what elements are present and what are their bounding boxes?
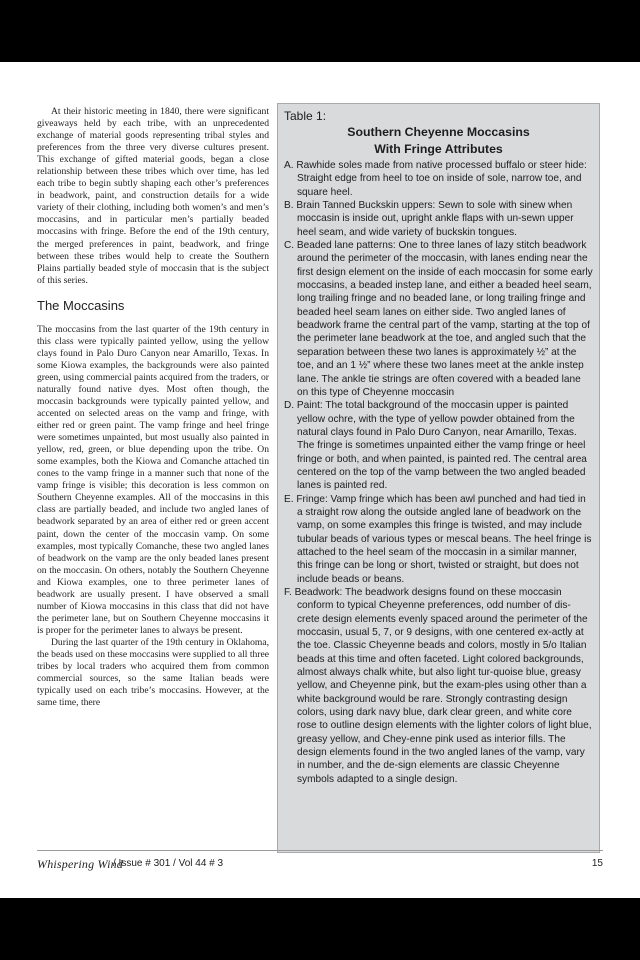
attribute-item-a: A. Rawhide soles made from native processed buffalo or steer hide: Straight edge from heel to toe on inside of sole, narrow toe, and square heel. bbox=[284, 160, 587, 198]
table-label: Table 1: bbox=[284, 109, 327, 123]
issue-info: / Issue # 301 / Vol 44 # 3 bbox=[113, 858, 224, 869]
attribute-item-c: C. Beaded lane patterns: One to three lanes of lazy stitch beadwork around the perimeter of the moccasin, with lanes ending near the first design element on the inside of each moccasin for some early moccasins, a beaded instep lane, and either a beaded heel seam, long trailing fringe and no beaded lane, or long trailing fringe and beaded heel seam lanes on either side. Two angled lanes of beadwork frame the central part of the vamp, starting at the top of the perimeter lane beadwork at the toe, and angled such that the separation between these two lanes is approximately ½” at the toe, and an 1 ½” where these two lanes meet at the ankle instep lane. The ankle tie strings are often covered with a beaded lane on this type of Cheyenne moccasin bbox=[284, 240, 593, 398]
attribute-item-e: E. Fringe: Vamp fringe which has been awl punched and had tied in a straight row along the outside angled lane of beadwork on the vamp, on some examples this fringe is twisted, and may include tubular beads of various types or mescal beans. The heel fringe is attached to the heel seam of the moccasin in a similar manner, this fringe can be long or short, twisted or straight, but does not include beads or beans. bbox=[284, 493, 592, 585]
article-paragraph-3: During the last quarter of the 19th century in Oklahoma, the beads used on these moccasins were supplied to all three tribes by local traders who acquired them from common commercial sources, so the same Italian beads were typically used on each tribe’s moccasins. However, at the same time, there bbox=[37, 636, 269, 709]
article-column bbox=[37, 106, 269, 709]
section-heading: The Moccasins bbox=[37, 297, 125, 313]
attribute-item-f: F. Beadwork: The beadwork designs found on these moccasin conform to typical Cheyenne preferences, odd number of dis-crete design elements evenly spaced around the perimeter of the moccasin, usual 5, 7, or 9 designs, with one centered ex-actly at the toe. Classic Cheyenne beads and colors, mostly in 5/o Italian beads at this time and often faceted. Light colored backgrounds, almost always chalk white, but also light tur-quoise blue, greasy yellow, and Cheyenne pink, but the exam-ples using other than a white background would be rare. Strongly contrasting design colors, using dark navy blue, dark clear green, and white core rose to outline design elements with the lighter colors of light blue, greasy yellow, and Chey-enne pink used as interior fills. The design elements found in the two angled lanes of the vamp, vary in number, and the de-sign elements are classic Cheyenne symbols adapted to a single design. bbox=[284, 587, 592, 785]
article-paragraph-2: The moccasins from the last quarter of the 19th century in this class were typically painted yellow, using the yellow clays found in Palo Duro Canyon near Amarillo, Texas. In some Kiowa examples, the backgrounds were also painted green, using commercial paints acquired from the traders, or naturally found native dyes. Most often though, the moccasin backgrounds were typically painted yellow, and accented on selected areas on the vamp and fringe, with either red or green paint. The vamp fringe and heel fringe were sometimes unpainted, but most usually also painted in yellow, red, green, or blue depending upon the tribe. On some examples, both the Kiowa and Comanche attached tin cones to the vamp fringe in a manner such that none of the vamp fringe is visible; this decoration is less common on Southern Cheyenne examples. All of the moccasins in this class are partially beaded, and include two angled lanes of beadwork separated by an area of either red or green accent paint, down the center of the moccasin vamp. On some examples, most typically Comanche, these two angled lanes of beadwork on the vamp are the only beaded lanes present on the moccasin. On others, notably the Southern Cheyenne and Kiowa examples, one to three perimeter lanes of beadwork are usually present. I have observed a small number of Kiowa moccasins in this class that did not have the perimeter lane, but on Southern Cheyenne moccasins it is proper for the perimeter lanes to always be present. bbox=[37, 323, 269, 636]
attribute-item-b: B. Brain Tanned Buckskin uppers: Sewn to sole with sinew when moccasin is inside out, upright ankle flaps with un-sewn upper heel seam, and wide variety of buckskin tongues. bbox=[284, 200, 574, 238]
magazine-logo: Whispering Wind bbox=[37, 857, 123, 871]
page-footer bbox=[37, 857, 603, 875]
table-title-line-2: With Fringe Attributes bbox=[374, 141, 503, 156]
table-title-line-1: Southern Cheyenne Moccasins bbox=[347, 125, 530, 139]
page-number: 15 bbox=[591, 858, 603, 869]
attribute-list bbox=[284, 159, 593, 786]
attribute-item-d: D. Paint: The total background of the moccasin upper is painted yellow ochre, with the type of yellow powder obtained from the natural clays found in Palo Duro Canyon, near Amarillo, Texas. The fringe is sometimes unpainted either the vamp fringe or heel fringe or both, and when painted, is painted red. The central area centered on the top of the vamp between the two angled beaded lanes is painted red. bbox=[284, 400, 587, 492]
footer-divider bbox=[37, 850, 603, 851]
table-title bbox=[284, 124, 593, 157]
magazine-page bbox=[0, 62, 640, 898]
article-paragraph-1: At their historic meeting in 1840, there were significant giveaways held by each tribe, with an unprecedented exchange of material goods representing tribal styles and preferences from the three very diverse cultures present. This exchange of gifted material goods, began a close relationship between these tribes which over time, has led each tribe to begin subtly shaping each other’s preferences in beadwork, paint, and construction details for a wide variety of their clothing, including both women’s and men’s moccasins, and in particular men’s partially beaded moccasins with fringe. Before the end of the 19th century, the merged preferences in paint, beadwork, and fringe between these tribes would help to create the Southern Plains partially beaded style of moccasin that is the subject of this series. bbox=[37, 106, 269, 286]
table-sidebar bbox=[277, 103, 600, 853]
